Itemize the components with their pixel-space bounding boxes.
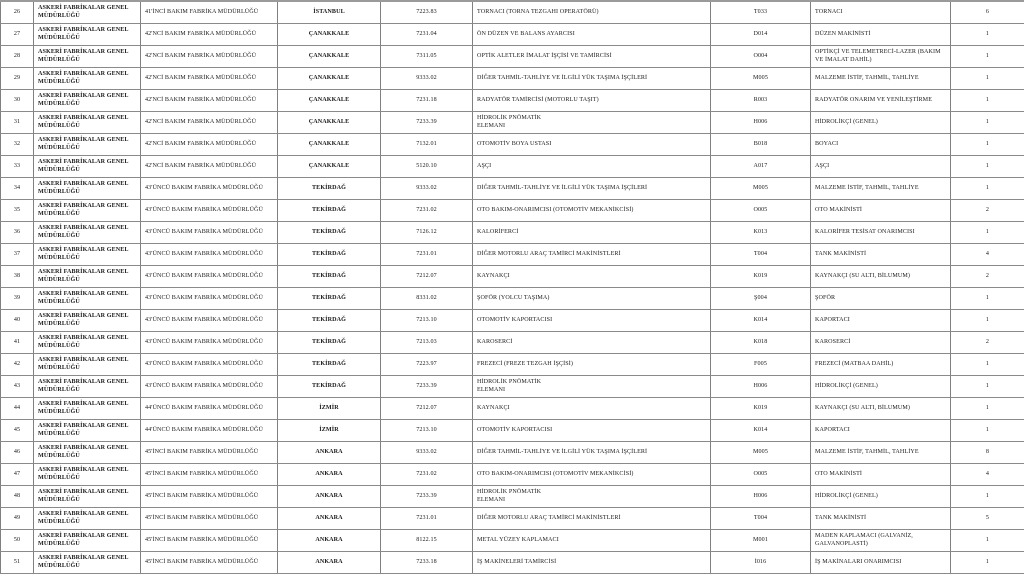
cell-sira-no: 48	[1, 485, 34, 507]
cell-birim-adi: 42'NCİ BAKIM FABRİKA MÜDÜRLÜĞÜ	[141, 23, 278, 45]
cell-meslek-adi: OTO BAKIM-ONARIMCISI (OTOMOTİV MEKANİKCİSİ)	[473, 199, 711, 221]
cell-birim-adi: 45'İNCİ BAKIM FABRİKA MÜDÜRLÜĞÜ	[141, 529, 278, 551]
cell-meslek-kodu: 7223.97	[381, 353, 473, 375]
cell-sira-no: 39	[1, 287, 34, 309]
cell-kurum-adi: ASKERİ FABRİKALAR GENEL MÜDÜRLÜĞÜ	[34, 1, 141, 23]
cell-sira-no: 42	[1, 353, 34, 375]
cell-unvan: RADYATÖR ONARIM VE YENİLEŞTİRME	[811, 89, 951, 111]
cell-unvan: KAPORTACI	[811, 309, 951, 331]
cell-kurum-adi: ASKERİ FABRİKALAR GENEL MÜDÜRLÜĞÜ	[34, 67, 141, 89]
table-row	[1, 67, 1024, 89]
cell-kisa-kod: A017	[711, 155, 811, 177]
cell-sira-no: 34	[1, 177, 34, 199]
cell-kurum-adi: ASKERİ FABRİKALAR GENEL MÜDÜRLÜĞÜ	[34, 419, 141, 441]
cell-meslek-adi	[473, 375, 711, 397]
cell-birim-adi: 45'İNCİ BAKIM FABRİKA MÜDÜRLÜĞÜ	[141, 463, 278, 485]
cell-adet: 1	[951, 309, 1024, 331]
table-row	[1, 199, 1024, 221]
cell-il: ÇANAKKALE	[278, 23, 381, 45]
cell-adet: 1	[951, 23, 1024, 45]
cell-meslek-kodu: 7213.10	[381, 309, 473, 331]
cell-unvan: OTO MAKİNİSTİ	[811, 199, 951, 221]
cell-kurum-adi: ASKERİ FABRİKALAR GENEL MÜDÜRLÜĞÜ	[34, 133, 141, 155]
table-row	[1, 375, 1024, 397]
cell-adet: 1	[951, 133, 1024, 155]
cell-birim-adi: 43'ÜNCÜ BAKIM FABRİKA MÜDÜRLÜĞÜ	[141, 177, 278, 199]
cell-kurum-adi: ASKERİ FABRİKALAR GENEL MÜDÜRLÜĞÜ	[34, 441, 141, 463]
cell-adet: 1	[951, 485, 1024, 507]
cell-kurum-adi: ASKERİ FABRİKALAR GENEL MÜDÜRLÜĞÜ	[34, 89, 141, 111]
cell-kurum-adi: ASKERİ FABRİKALAR GENEL MÜDÜRLÜĞÜ	[34, 243, 141, 265]
cell-il: ANKARA	[278, 463, 381, 485]
table-row	[1, 155, 1024, 177]
cell-unvan: MADEN KAPLAMACI (GALVANİZ, GALVANOPLASTİ)	[811, 529, 951, 551]
table-row	[1, 221, 1024, 243]
cell-birim-adi: 42'NCİ BAKIM FABRİKA MÜDÜRLÜĞÜ	[141, 67, 278, 89]
cell-kurum-adi: ASKERİ FABRİKALAR GENEL MÜDÜRLÜĞÜ	[34, 463, 141, 485]
cell-il: TEKİRDAĞ	[278, 375, 381, 397]
cell-text-line: ELEMANI	[477, 123, 506, 129]
cell-meslek-adi: RADYATÖR TAMİRCİSİ (MOTORLU TAŞIT)	[473, 89, 711, 111]
cell-kisa-kod: H006	[711, 375, 811, 397]
cell-meslek-adi	[473, 485, 711, 507]
cell-kisa-kod: F005	[711, 353, 811, 375]
cell-adet: 1	[951, 221, 1024, 243]
cell-kisa-kod: M005	[711, 441, 811, 463]
cell-adet: 4	[951, 243, 1024, 265]
cell-meslek-kodu: 9333.02	[381, 441, 473, 463]
cell-unvan: HİDROLİKÇİ (GENEL)	[811, 485, 951, 507]
cell-sira-no: 31	[1, 111, 34, 133]
cell-sira-no: 40	[1, 309, 34, 331]
cell-birim-adi: 45'İNCİ BAKIM FABRİKA MÜDÜRLÜĞÜ	[141, 441, 278, 463]
cell-unvan: TORNACI	[811, 1, 951, 23]
cell-kisa-kod: Ş004	[711, 287, 811, 309]
cell-text-line: ELEMANI	[477, 497, 506, 503]
table-row	[1, 441, 1024, 463]
cell-kisa-kod: T004	[711, 507, 811, 529]
cell-kurum-adi: ASKERİ FABRİKALAR GENEL MÜDÜRLÜĞÜ	[34, 45, 141, 67]
cell-meslek-adi: OTOMOTİV KAPORTACISI	[473, 309, 711, 331]
cell-meslek-kodu: 7231.04	[381, 23, 473, 45]
cell-unvan: MALZEME İSTİF, TAHMİL, TAHLİYE	[811, 67, 951, 89]
cell-text-line: HİDROLİK PNÖMATİK	[477, 378, 542, 385]
cell-kurum-adi: ASKERİ FABRİKALAR GENEL MÜDÜRLÜĞÜ	[34, 353, 141, 375]
cell-meslek-kodu: 9333.02	[381, 67, 473, 89]
cell-il: ÇANAKKALE	[278, 67, 381, 89]
cell-meslek-adi: OTO BAKIM-ONARIMCISI (OTOMOTİV MEKANİKCİSİ)	[473, 463, 711, 485]
cell-meslek-adi: KAYNAKÇI	[473, 265, 711, 287]
cell-sira-no: 38	[1, 265, 34, 287]
cell-meslek-adi: KAYNAKÇI	[473, 397, 711, 419]
cell-il: TEKİRDAĞ	[278, 221, 381, 243]
cell-sira-no: 37	[1, 243, 34, 265]
cell-il: ANKARA	[278, 507, 381, 529]
cell-il: TEKİRDAĞ	[278, 287, 381, 309]
cell-sira-no: 35	[1, 199, 34, 221]
cell-sira-no: 45	[1, 419, 34, 441]
cell-meslek-adi: AŞÇI	[473, 155, 711, 177]
cell-kisa-kod: R003	[711, 89, 811, 111]
cell-il: ANKARA	[278, 485, 381, 507]
cell-kisa-kod: K019	[711, 397, 811, 419]
cell-meslek-adi: DİĞER TAHMİL-TAHLİYE VE İLGİLİ YÜK TAŞIMA İŞÇİLERİ	[473, 441, 711, 463]
cell-birim-adi: 43'ÜNCÜ BAKIM FABRİKA MÜDÜRLÜĞÜ	[141, 375, 278, 397]
cell-meslek-kodu: 9333.02	[381, 177, 473, 199]
cell-kurum-adi: ASKERİ FABRİKALAR GENEL MÜDÜRLÜĞÜ	[34, 155, 141, 177]
cell-meslek-adi: METAL YÜZEY KAPLAMACI	[473, 529, 711, 551]
cell-unvan: TANK MAKİNİSTİ	[811, 507, 951, 529]
cell-birim-adi: 41'İNCİ BAKIM FABRİKA MÜDÜRLÜĞÜ	[141, 1, 278, 23]
cell-adet: 1	[951, 375, 1024, 397]
cell-kisa-kod: M001	[711, 529, 811, 551]
cell-meslek-adi: OTOMOTİV BOYA USTASI	[473, 133, 711, 155]
cell-unvan: HİDROLİKÇİ (GENEL)	[811, 375, 951, 397]
cell-il: ÇANAKKALE	[278, 89, 381, 111]
cell-il: ÇANAKKALE	[278, 111, 381, 133]
table-row	[1, 397, 1024, 419]
cell-il: ANKARA	[278, 551, 381, 573]
cell-meslek-kodu: 7132.01	[381, 133, 473, 155]
cell-unvan: KAYNAKÇI (SU ALTI, BİLUMUM)	[811, 397, 951, 419]
cell-meslek-kodu: 7231.01	[381, 507, 473, 529]
cell-kurum-adi: ASKERİ FABRİKALAR GENEL MÜDÜRLÜĞÜ	[34, 287, 141, 309]
cell-kurum-adi: ASKERİ FABRİKALAR GENEL MÜDÜRLÜĞÜ	[34, 529, 141, 551]
table-row	[1, 23, 1024, 45]
cell-sira-no: 47	[1, 463, 34, 485]
table-row	[1, 507, 1024, 529]
cell-meslek-kodu: 7213.10	[381, 419, 473, 441]
cell-sira-no: 30	[1, 89, 34, 111]
cell-adet: 5	[951, 507, 1024, 529]
table-row	[1, 485, 1024, 507]
cell-kisa-kod: B018	[711, 133, 811, 155]
cell-unvan: KAYNAKÇI (SU ALTI, BİLUMUM)	[811, 265, 951, 287]
cell-adet: 1	[951, 45, 1024, 67]
cell-adet: 6	[951, 1, 1024, 23]
cell-meslek-adi: KALORİFERCİ	[473, 221, 711, 243]
cell-birim-adi: 45'İNCİ BAKIM FABRİKA MÜDÜRLÜĞÜ	[141, 485, 278, 507]
cell-adet: 2	[951, 331, 1024, 353]
cell-meslek-kodu: 7231.02	[381, 463, 473, 485]
cell-kurum-adi: ASKERİ FABRİKALAR GENEL MÜDÜRLÜĞÜ	[34, 485, 141, 507]
cell-meslek-adi: ŞOFÖR (YOLCU TAŞIMA)	[473, 287, 711, 309]
cell-adet: 2	[951, 199, 1024, 221]
cell-sira-no: 43	[1, 375, 34, 397]
cell-birim-adi: 43'ÜNCÜ BAKIM FABRİKA MÜDÜRLÜĞÜ	[141, 199, 278, 221]
cell-adet: 1	[951, 67, 1024, 89]
cell-kisa-kod: M005	[711, 177, 811, 199]
cell-meslek-adi: DİĞER TAHMİL-TAHLİYE VE İLGİLİ YÜK TAŞIMA İŞÇİLERİ	[473, 177, 711, 199]
cell-adet: 1	[951, 287, 1024, 309]
cell-unvan: AŞÇI	[811, 155, 951, 177]
cell-kisa-kod: H006	[711, 485, 811, 507]
table-row	[1, 529, 1024, 551]
table-row	[1, 1, 1024, 23]
cell-kisa-kod: K013	[711, 221, 811, 243]
cell-adet: 1	[951, 397, 1024, 419]
cell-birim-adi: 44'ÜNCÜ BAKIM FABRİKA MÜDÜRLÜĞÜ	[141, 397, 278, 419]
cell-sira-no: 44	[1, 397, 34, 419]
cell-meslek-adi: ÖN DÜZEN VE BALANS AYARCISI	[473, 23, 711, 45]
cell-birim-adi: 45'İNCİ BAKIM FABRİKA MÜDÜRLÜĞÜ	[141, 551, 278, 573]
cell-meslek-adi: FREZECİ (FREZE TEZGAH İŞÇİSİ)	[473, 353, 711, 375]
cell-birim-adi: 45'İNCİ BAKIM FABRİKA MÜDÜRLÜĞÜ	[141, 507, 278, 529]
cell-il: İZMİR	[278, 419, 381, 441]
cell-meslek-kodu: 7233.39	[381, 485, 473, 507]
cell-sira-no: 50	[1, 529, 34, 551]
cell-unvan: TANK MAKİNİSTİ	[811, 243, 951, 265]
cell-kurum-adi: ASKERİ FABRİKALAR GENEL MÜDÜRLÜĞÜ	[34, 199, 141, 221]
cell-adet: 1	[951, 89, 1024, 111]
cell-unvan: OPTİKÇİ VE TELEMETRECİ-LAZER (BAKIM VE İMALAT DAHİL)	[811, 45, 951, 67]
cell-text-line: HİDROLİK PNÖMATİK	[477, 488, 542, 495]
cell-meslek-kodu: 7311.05	[381, 45, 473, 67]
table-row	[1, 177, 1024, 199]
cell-sira-no: 26	[1, 1, 34, 23]
cell-kurum-adi: ASKERİ FABRİKALAR GENEL MÜDÜRLÜĞÜ	[34, 23, 141, 45]
table-row	[1, 419, 1024, 441]
cell-unvan: OTO MAKİNİSTİ	[811, 463, 951, 485]
cell-sira-no: 27	[1, 23, 34, 45]
cell-il: TEKİRDAĞ	[278, 265, 381, 287]
cell-birim-adi: 43'ÜNCÜ BAKIM FABRİKA MÜDÜRLÜĞÜ	[141, 331, 278, 353]
cell-il: İSTANBUL	[278, 1, 381, 23]
cell-unvan: KALORİFER TESİSAT ONARIMCISI	[811, 221, 951, 243]
cell-kisa-kod: M005	[711, 67, 811, 89]
cell-birim-adi: 43'ÜNCÜ BAKIM FABRİKA MÜDÜRLÜĞÜ	[141, 243, 278, 265]
cell-birim-adi: 42'NCİ BAKIM FABRİKA MÜDÜRLÜĞÜ	[141, 155, 278, 177]
cell-kisa-kod: K018	[711, 331, 811, 353]
cell-sira-no: 29	[1, 67, 34, 89]
cell-kisa-kod: H006	[711, 111, 811, 133]
cell-text-line: HİDROLİK PNÖMATİK	[477, 114, 542, 121]
cell-meslek-kodu: 7233.18	[381, 551, 473, 573]
cell-birim-adi: 43'ÜNCÜ BAKIM FABRİKA MÜDÜRLÜĞÜ	[141, 265, 278, 287]
cell-il: TEKİRDAĞ	[278, 309, 381, 331]
cell-meslek-adi: DİĞER MOTORLU ARAÇ TAMİRCİ MAKİNİSTLERİ	[473, 243, 711, 265]
cell-il: TEKİRDAĞ	[278, 177, 381, 199]
cell-meslek-adi	[473, 111, 711, 133]
cell-sira-no: 41	[1, 331, 34, 353]
cell-adet: 1	[951, 111, 1024, 133]
table-row	[1, 265, 1024, 287]
cell-kurum-adi: ASKERİ FABRİKALAR GENEL MÜDÜRLÜĞÜ	[34, 309, 141, 331]
cell-kisa-kod: K019	[711, 265, 811, 287]
cell-kurum-adi: ASKERİ FABRİKALAR GENEL MÜDÜRLÜĞÜ	[34, 265, 141, 287]
cell-kisa-kod: K014	[711, 419, 811, 441]
table-row	[1, 463, 1024, 485]
table-row	[1, 309, 1024, 331]
cell-meslek-kodu: 7231.01	[381, 243, 473, 265]
table-body	[1, 1, 1024, 573]
cell-il: ANKARA	[278, 441, 381, 463]
cell-sira-no: 46	[1, 441, 34, 463]
cell-meslek-kodu: 7231.02	[381, 199, 473, 221]
cell-kisa-kod: T033	[711, 1, 811, 23]
table-row	[1, 331, 1024, 353]
cell-unvan: MALZEME İSTİF, TAHMİL, TAHLİYE	[811, 177, 951, 199]
cell-meslek-adi: KAROSERCİ	[473, 331, 711, 353]
cell-il: TEKİRDAĞ	[278, 199, 381, 221]
cell-kisa-kod: İ016	[711, 551, 811, 573]
cell-kurum-adi: ASKERİ FABRİKALAR GENEL MÜDÜRLÜĞÜ	[34, 177, 141, 199]
cell-meslek-kodu: 7223.83	[381, 1, 473, 23]
cell-birim-adi: 42'NCİ BAKIM FABRİKA MÜDÜRLÜĞÜ	[141, 45, 278, 67]
cell-meslek-kodu: 8331.02	[381, 287, 473, 309]
cell-sira-no: 32	[1, 133, 34, 155]
cell-kurum-adi: ASKERİ FABRİKALAR GENEL MÜDÜRLÜĞÜ	[34, 397, 141, 419]
cell-kurum-adi: ASKERİ FABRİKALAR GENEL MÜDÜRLÜĞÜ	[34, 507, 141, 529]
cell-il: ÇANAKKALE	[278, 45, 381, 67]
cell-birim-adi: 42'NCİ BAKIM FABRİKA MÜDÜRLÜĞÜ	[141, 133, 278, 155]
cell-birim-adi: 42'NCİ BAKIM FABRİKA MÜDÜRLÜĞÜ	[141, 111, 278, 133]
table-row	[1, 551, 1024, 573]
cell-il: TEKİRDAĞ	[278, 331, 381, 353]
table-row	[1, 89, 1024, 111]
cell-il: TEKİRDAĞ	[278, 243, 381, 265]
table-row	[1, 287, 1024, 309]
table-row	[1, 353, 1024, 375]
cell-meslek-kodu: 7233.39	[381, 375, 473, 397]
cell-il: İZMİR	[278, 397, 381, 419]
cell-meslek-adi: İŞ MAKİNELERİ TAMİRCİSİ	[473, 551, 711, 573]
cell-kurum-adi: ASKERİ FABRİKALAR GENEL MÜDÜRLÜĞÜ	[34, 221, 141, 243]
cell-kisa-kod: O005	[711, 199, 811, 221]
cell-meslek-adi: TORNACI (TORNA TEZGAHI OPERATÖRÜ)	[473, 1, 711, 23]
cell-kurum-adi: ASKERİ FABRİKALAR GENEL MÜDÜRLÜĞÜ	[34, 551, 141, 573]
cell-unvan: DÜZEN MAKİNİSTİ	[811, 23, 951, 45]
cell-adet: 1	[951, 551, 1024, 573]
cell-kisa-kod: K014	[711, 309, 811, 331]
cell-adet: 2	[951, 265, 1024, 287]
cell-unvan: ŞOFÖR	[811, 287, 951, 309]
cell-unvan: BOYACI	[811, 133, 951, 155]
cell-birim-adi: 43'ÜNCÜ BAKIM FABRİKA MÜDÜRLÜĞÜ	[141, 287, 278, 309]
cell-il: ÇANAKKALE	[278, 133, 381, 155]
cell-sira-no: 36	[1, 221, 34, 243]
cell-meslek-adi: OPTİK ALETLER İMALAT İŞÇİSİ VE TAMİRCİSİ	[473, 45, 711, 67]
cell-adet: 1	[951, 419, 1024, 441]
cell-il: ANKARA	[278, 529, 381, 551]
cell-birim-adi: 43'ÜNCÜ BAKIM FABRİKA MÜDÜRLÜĞÜ	[141, 353, 278, 375]
table-row	[1, 45, 1024, 67]
cell-meslek-adi: DİĞER MOTORLU ARAÇ TAMİRCİ MAKİNİSTLERİ	[473, 507, 711, 529]
cell-sira-no: 51	[1, 551, 34, 573]
cell-unvan: İŞ MAKİNALARI ONARIMCISI	[811, 551, 951, 573]
cell-unvan: KAROSERCİ	[811, 331, 951, 353]
cell-unvan: FREZECİ (MATBAA DAHİL)	[811, 353, 951, 375]
cell-sira-no: 33	[1, 155, 34, 177]
cell-meslek-kodu: 7212.07	[381, 397, 473, 419]
cell-kurum-adi: ASKERİ FABRİKALAR GENEL MÜDÜRLÜĞÜ	[34, 375, 141, 397]
cell-kisa-kod: O005	[711, 463, 811, 485]
cell-unvan: HİDROLİKÇİ (GENEL)	[811, 111, 951, 133]
cell-kisa-kod: O004	[711, 45, 811, 67]
cell-meslek-kodu: 7212.07	[381, 265, 473, 287]
cell-il: ÇANAKKALE	[278, 155, 381, 177]
cell-meslek-kodu: 5120.10	[381, 155, 473, 177]
table-row	[1, 111, 1024, 133]
cell-sira-no: 49	[1, 507, 34, 529]
cell-meslek-kodu: 7231.18	[381, 89, 473, 111]
cell-il: TEKİRDAĞ	[278, 353, 381, 375]
cell-meslek-kodu: 7233.39	[381, 111, 473, 133]
cell-adet: 8	[951, 441, 1024, 463]
cell-birim-adi: 43'ÜNCÜ BAKIM FABRİKA MÜDÜRLÜĞÜ	[141, 309, 278, 331]
cell-birim-adi: 43'ÜNCÜ BAKIM FABRİKA MÜDÜRLÜĞÜ	[141, 221, 278, 243]
cell-meslek-kodu: 7126.12	[381, 221, 473, 243]
cell-kisa-kod: T004	[711, 243, 811, 265]
cell-meslek-kodu: 7213.03	[381, 331, 473, 353]
cell-unvan: MALZEME İSTİF, TAHMİL, TAHLİYE	[811, 441, 951, 463]
table-row	[1, 133, 1024, 155]
table-row	[1, 243, 1024, 265]
cell-sira-no: 28	[1, 45, 34, 67]
cell-kurum-adi: ASKERİ FABRİKALAR GENEL MÜDÜRLÜĞÜ	[34, 111, 141, 133]
cell-meslek-adi: DİĞER TAHMİL-TAHLİYE VE İLGİLİ YÜK TAŞIMA İŞÇİLERİ	[473, 67, 711, 89]
cell-adet: 4	[951, 463, 1024, 485]
cell-meslek-adi: OTOMOTİV KAPORTACISI	[473, 419, 711, 441]
cell-text-line: ELEMANI	[477, 387, 506, 393]
cell-adet: 1	[951, 529, 1024, 551]
cell-adet: 1	[951, 353, 1024, 375]
cell-adet: 1	[951, 177, 1024, 199]
cell-kisa-kod: D014	[711, 23, 811, 45]
cell-birim-adi: 44'ÜNCÜ BAKIM FABRİKA MÜDÜRLÜĞÜ	[141, 419, 278, 441]
cell-unvan: KAPORTACI	[811, 419, 951, 441]
cell-birim-adi: 42'NCİ BAKIM FABRİKA MÜDÜRLÜĞÜ	[141, 89, 278, 111]
cell-kurum-adi: ASKERİ FABRİKALAR GENEL MÜDÜRLÜĞÜ	[34, 331, 141, 353]
cell-meslek-kodu: 8122.15	[381, 529, 473, 551]
cell-adet: 1	[951, 155, 1024, 177]
